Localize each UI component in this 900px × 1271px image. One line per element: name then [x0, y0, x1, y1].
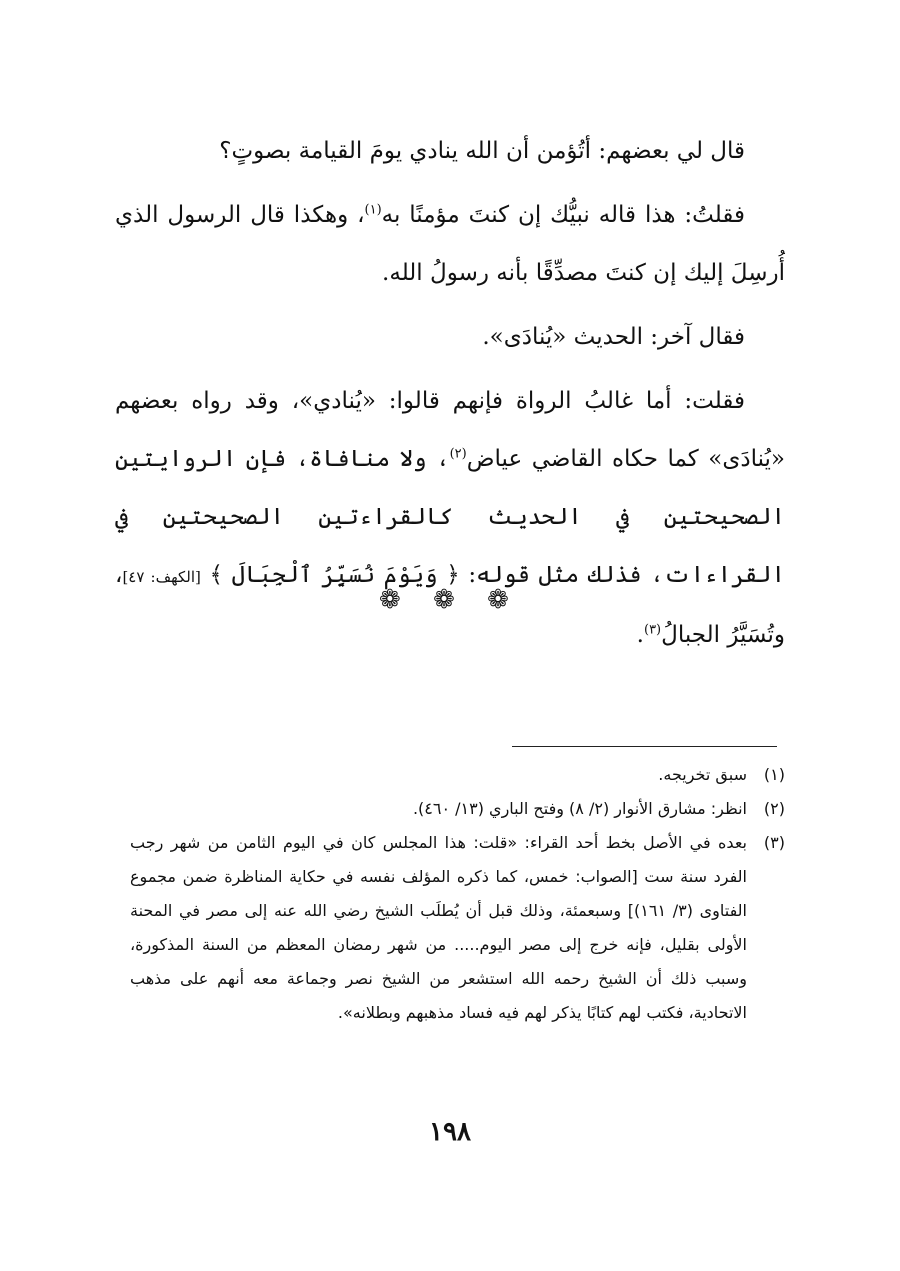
footnote-number: (١) [763, 765, 785, 784]
paragraph-2-text-a: فقلتُ: هذا قاله نبيُّك إن كنتَ مؤمنًا به [381, 202, 745, 228]
footnote-text: انظر: مشارق الأنوار (٢/ ٨) وفتح الباري (١٣/ ٤٦٠). [412, 799, 747, 818]
footnote-text: سبق تخريجه. [658, 765, 747, 784]
paragraph-1 [115, 122, 785, 180]
paragraph-4-text-b: ، ولا منافاة، فإن الروايتين الصحيحتين في الحديث كالقراءتين الصحيحتين في القراءات، فذلك مثل قوله: [115, 446, 786, 588]
paragraph-3 [115, 308, 785, 366]
paragraph-2 [115, 186, 785, 302]
footnote-3 [130, 826, 785, 1030]
footnote-number: (٣) [763, 833, 785, 852]
footnote-ref-2: (٢) [449, 446, 467, 462]
page-number: ١٩٨ [429, 1117, 471, 1147]
paragraph-3-text: فقال آخر: الحديث «يُنادَى». [482, 324, 745, 350]
footnote-number: (٢) [763, 799, 785, 818]
footnote-2 [130, 792, 785, 826]
footnotes [130, 758, 785, 1030]
footnote-ref-1: (١) [364, 202, 382, 218]
quran-verse: ﴿ وَيَوْمَ نُسَيِّرُ ٱلْجِبَالَ ﴾ [209, 562, 460, 588]
verse-reference: [الكهف: ٤٧] [122, 568, 201, 586]
paragraph-4-text-a: فقلت: أما غالبُ الرواة فإنهم قالوا: «يُنادي»، وقد رواه بعضهم «يُنادَى» كما حكاه القاضي عياض [115, 388, 785, 472]
footnote-text: بعده في الأصل بخط أحد القراء: «قلت: هذا المجلس كان في اليوم الثامن من شهر رجب الفرد سنة ست [الصواب: خمس، كما ذكره المؤلف نفسه في حكاية المناظرة ضمن مجموع الفتاوى (٣/ ١٦١)] وسبعمئة، وذلك قبل أن يُطلَب الشيخ رضي الله عنه إلى مصر في المحنة الأولى بقليل، فإنه خرج إلى مصر اليوم..... من شهر رمضان المعظم من السنة المذكورة، وسبب ذلك أن الشيخ رحمه الله استشعر من الشيخ نصر وجماعة معه أنهم على مذهب الاتحادية، فكتب لهم كتابًا يذكر لهم فيه فساد مذهبهم وبطلانه». [130, 833, 747, 1022]
footnote-ref-3: (٣) [643, 622, 662, 638]
paragraph-2-text-b: ، وهكذا قال الرسول الذي أُرسِلَ إليك إن كنتَ مصدِّقًا بأنه رسولُ الله. [115, 202, 785, 286]
paragraph-1-text: قال لي بعضهم: أتُؤمن أن الله ينادي يومَ القيامة بصوتٍ؟ [219, 138, 745, 164]
paragraph-4-end: . [636, 622, 644, 648]
footnote-1 [130, 758, 785, 792]
section-separator: ❁ ❁ ❁ [379, 585, 521, 615]
paragraph-4 [115, 372, 785, 664]
footnote-rule [512, 746, 777, 747]
paragraph-4-text-c: ، وتُسَيَّرُ الجبالُ [115, 562, 785, 648]
